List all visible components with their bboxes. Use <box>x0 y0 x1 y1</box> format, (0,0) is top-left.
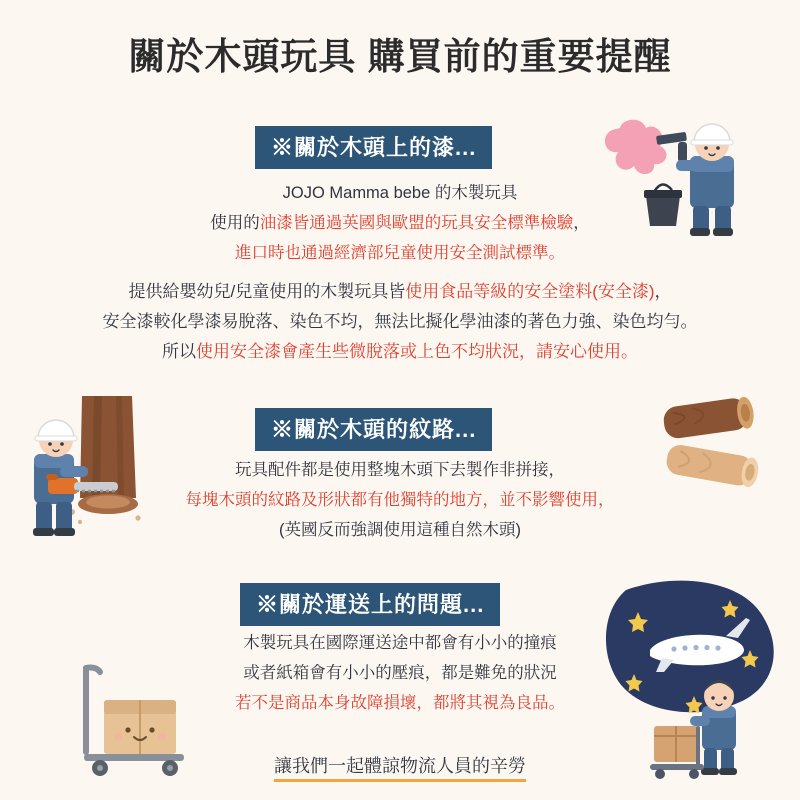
text-run: ， <box>573 214 590 232</box>
text-run: 所以 <box>162 342 196 361</box>
text-run: 安全漆較化學漆易脫落、染色不均，無法比擬化學油漆的著色力強、染色均勻。 <box>102 312 698 331</box>
text-run: 進口時也通過經濟部兒童使用安全測試標準。 <box>235 244 565 262</box>
airplane-night-sky-icon <box>598 578 788 783</box>
text-run: 若不是商品本身故障損壞，都將其視為良品。 <box>235 694 565 712</box>
text-run: 的木製玩具 <box>434 184 518 202</box>
wood-logs-icon <box>648 392 778 502</box>
section-heading-shipping: ※關於運送上的問題... <box>240 583 500 626</box>
paragraph-line <box>0 277 800 307</box>
text-run: JOJO Mamma bebe <box>282 184 435 202</box>
text-run: 使用安全漆會產生些微脫落或上色不均狀況，請安心使用。 <box>196 342 638 361</box>
text-run: 玩具配件都是使用整塊木頭下去製作非拼接， <box>235 461 565 479</box>
text-run: (英國反而強調使用這種自然木頭) <box>279 521 521 539</box>
paragraph-line <box>0 307 800 337</box>
text-run: ， <box>654 282 672 301</box>
text-run: 每塊木頭的紋路及形狀都有他獨特的地方，並不影響使用， <box>185 491 615 509</box>
closing-note-text: 讓我們一起體諒物流人員的辛勞 <box>274 756 526 782</box>
paragraph-paint-2 <box>0 277 800 367</box>
delivery-box-cart-icon <box>70 660 205 780</box>
painter-worker-icon <box>594 108 774 258</box>
text-run: 使用食品等級的安全塗料(安全漆) <box>405 282 655 301</box>
section-heading-grain: ※關於木頭的紋路... <box>255 408 492 451</box>
paragraph-line <box>0 337 800 367</box>
text-run: 木製玩具在國際運送途中都會有小小的撞痕 <box>243 634 557 652</box>
text-run: 油漆皆通過英國與歐盟的玩具安全標準檢驗 <box>259 214 574 232</box>
lumberjack-icon <box>20 392 160 557</box>
text-run: 提供給嬰幼兒/兒童使用的木製玩具皆 <box>128 282 406 301</box>
page-title: 關於木頭玩具 購買前的重要提醒 <box>128 36 672 77</box>
text-run: 或者紙箱會有小小的壓痕，都是難免的狀況 <box>243 664 557 682</box>
text-run: 使用的 <box>210 214 260 232</box>
section-heading-paint: ※關於木頭上的漆... <box>255 126 492 169</box>
